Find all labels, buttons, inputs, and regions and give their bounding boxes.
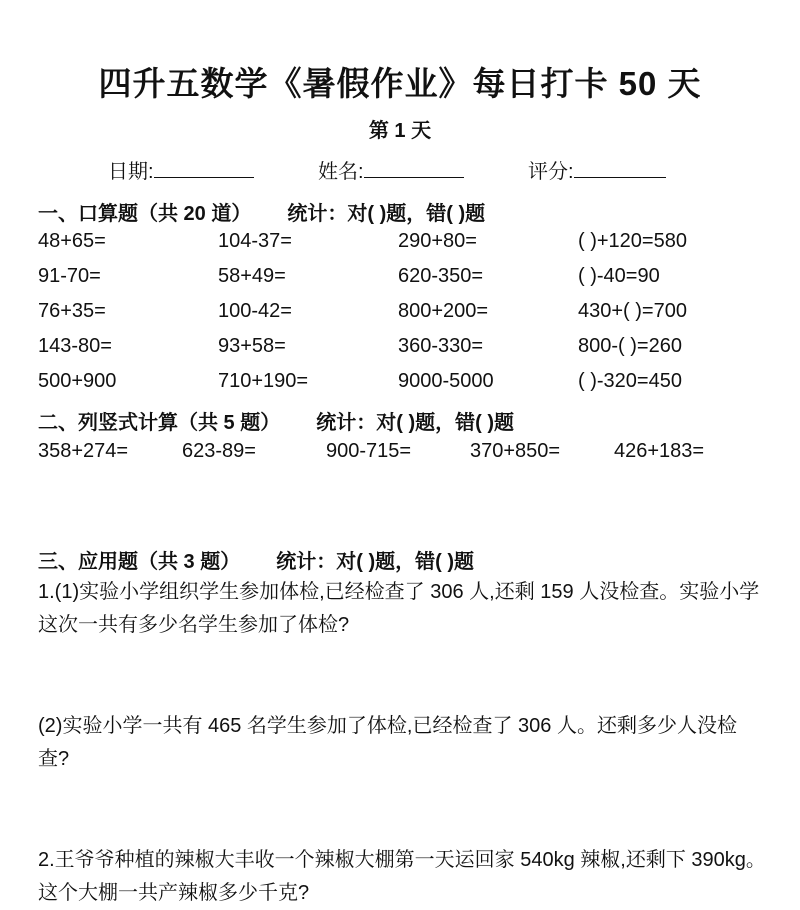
- word-problem-1: 1.(1)实验小学组织学生参加体检,已经检查了 306 人,还剩 159 人没检查。实验小学这次一共有多少名学生参加了体检?: [38, 581, 760, 636]
- problem: 430+( )=700: [578, 300, 687, 322]
- problem: 290+80=: [398, 230, 477, 252]
- section2-header: [38, 406, 514, 435]
- section3-stat: 统计：对( )题，错( )题: [276, 551, 475, 573]
- problem: 93+58=: [218, 335, 286, 357]
- problem: 76+35=: [38, 300, 106, 322]
- section3-title: 三、应用题（共 3 题）: [38, 551, 241, 573]
- problem: ( )+120=580: [578, 230, 687, 252]
- section1-title: 一、口算题（共 20 道）: [38, 203, 252, 225]
- name-field[interactable]: [318, 155, 464, 184]
- problem: 800+200=: [398, 300, 489, 322]
- problem: 58+49=: [218, 265, 286, 287]
- mental-math-grid: [38, 230, 758, 405]
- section1-header: [38, 197, 485, 226]
- score-label: 评分:: [528, 161, 574, 183]
- problem: 100-42=: [218, 300, 292, 322]
- problem: 900-715=: [326, 440, 412, 462]
- problem: ( )-320=450: [578, 370, 682, 392]
- problem: 370+850=: [470, 440, 561, 462]
- date-field[interactable]: [108, 155, 254, 184]
- problem: 426+183=: [614, 440, 705, 462]
- section2-title: 二、列竖式计算（共 5 题）: [38, 412, 281, 434]
- word-problem-2: 2.王爷爷种植的辣椒大丰收一个辣椒大棚第一天运回家 540kg 辣椒,还剩下 390kg。这个大棚一共产辣椒多少千克?: [38, 849, 766, 904]
- score-blank[interactable]: [574, 159, 666, 178]
- word-problem-1b: (2)实验小学一共有 465 名学生参加了体检,已经检查了 306 人。还剩多少人没检查?: [38, 715, 737, 770]
- section1-stat: 统计：对( )题，错( )题: [287, 203, 486, 225]
- name-blank[interactable]: [364, 159, 464, 178]
- problem: 623-89=: [182, 440, 256, 462]
- date-label: 日期:: [108, 161, 154, 183]
- problem: 104-37=: [218, 230, 292, 252]
- problem: 358+274=: [38, 440, 129, 462]
- problem: 360-330=: [398, 335, 484, 357]
- section2-stat: 统计：对( )题，错( )题: [316, 412, 515, 434]
- problem: ( )-40=90: [578, 265, 660, 287]
- name-label: 姓名:: [318, 161, 364, 183]
- problem: 143-80=: [38, 335, 112, 357]
- problem: 620-350=: [398, 265, 484, 287]
- score-field[interactable]: [528, 155, 666, 184]
- worksheet-title: 四升五数学《暑假作业》每日打卡 50 天: [98, 65, 702, 102]
- section3-header: [38, 545, 474, 574]
- vertical-calc-row: [38, 440, 758, 463]
- date-blank[interactable]: [154, 159, 254, 178]
- problem: 91-70=: [38, 265, 101, 287]
- day-label: 第 1 天: [368, 120, 432, 142]
- problem: 500+900: [38, 370, 117, 392]
- problem: 800-( )=260: [578, 335, 682, 357]
- problem: 9000-5000: [398, 370, 494, 392]
- problem: 48+65=: [38, 230, 106, 252]
- problem: 710+190=: [218, 370, 309, 392]
